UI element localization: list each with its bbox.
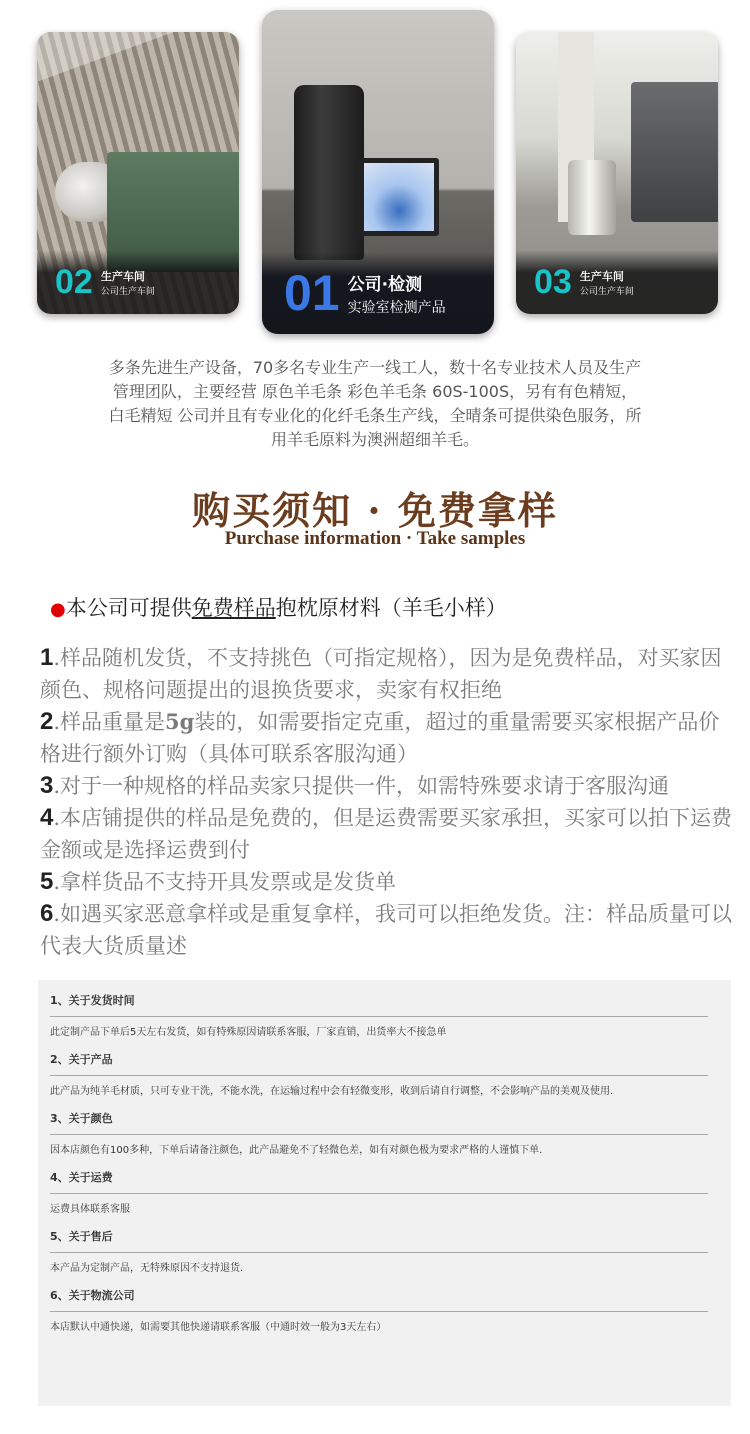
- note-section: [50, 1108, 719, 1167]
- note-title: 3、关于颜色: [50, 1108, 708, 1135]
- photo-caption: [516, 250, 718, 314]
- photo-lab-inspection-01: [262, 10, 494, 334]
- note-title: 1、关于发货时间: [50, 990, 708, 1017]
- note-body: 因本店颜色有100多种，下单后请备注颜色，此产品避免不了轻微色差，如有对颜色极为要求严格的人谨慎下单.: [50, 1145, 543, 1156]
- drum-shape: [568, 160, 616, 235]
- rule-text: .样品重量是: [53, 710, 166, 734]
- rule-number: 4: [40, 804, 54, 831]
- rule-text: .样品随机发货，不支持挑色（可指定规格），因为是免费样品，对买家因颜色、规格问题提出的退换货要求，卖家有权拒绝: [40, 646, 722, 702]
- note-section: [50, 1049, 719, 1108]
- note-body: 运费具体联系客服: [50, 1204, 130, 1215]
- rule-item: [40, 642, 740, 706]
- photo-label-title: 公司·检测: [347, 274, 423, 295]
- rule-item: [40, 802, 740, 866]
- rule-number: 3: [40, 772, 54, 799]
- photo-number: 03: [534, 263, 572, 301]
- photo-label-subtitle: 实验室检测产品: [347, 299, 446, 316]
- photo-caption: [37, 250, 239, 314]
- rule-text: .本店铺提供的样品是免费的，但是运费需要买家承担，买家可以拍下运费金额或是选择运费到付: [40, 806, 733, 862]
- rule-number: 2: [40, 708, 54, 735]
- red-bullet-icon: ●: [50, 599, 66, 620]
- rule-text: .对于一种规格的样品卖家只提供一件，如需特殊要求请于客服沟通: [53, 774, 670, 798]
- note-title: 4、关于运费: [50, 1167, 708, 1194]
- photo-label-title: 生产车间: [579, 269, 624, 283]
- photo-production-workshop-02: [37, 32, 239, 314]
- note-section: [50, 1226, 719, 1285]
- section-subheading: Purchase information · Take samples: [224, 528, 526, 549]
- sample-rules-list: [40, 642, 740, 962]
- rule-number: 5: [40, 868, 54, 895]
- company-intro-paragraph: 多条先进生产设备，70多名专业生产一线工人，数十名专业技术人员及生产管理团队，主要经营 原色羊毛条 彩色羊毛条 60S-100S，另有有色精短，白毛精短 公司并且有专业化的化纤毛条生产线，全晴条可提供染色服务，所用羊毛原料为澳洲超细羊毛。: [108, 358, 642, 449]
- microscope-shape: [294, 85, 364, 260]
- machine-shape: [631, 82, 718, 222]
- note-title: 5、关于售后: [50, 1226, 708, 1253]
- note-section: [50, 990, 719, 1049]
- rule-text: .拿样货品不支持开具发票或是发货单: [53, 870, 397, 894]
- photo-label-subtitle: 公司生产车间: [100, 286, 155, 297]
- photo-number: 02: [55, 263, 93, 301]
- note-body: 此产品为纯羊毛材质，只可专业干洗，不能水洗，在运输过程中会有轻微变形，收到后请自行调整，不会影响产品的美观及使用.: [50, 1086, 614, 1097]
- section-heading: 购买须知 · 免费拿样: [192, 488, 558, 533]
- rule-emphasis: 5g: [165, 709, 195, 734]
- monitor-shape: [359, 158, 439, 236]
- rule-item: [40, 898, 740, 962]
- purchase-notes-panel: [38, 980, 731, 1406]
- photo-production-workshop-03: [516, 32, 718, 314]
- rule-item: [40, 866, 740, 898]
- photo-label-subtitle: 公司生产车间: [579, 286, 634, 297]
- photo-caption: [262, 252, 494, 334]
- offer-suffix: 抱枕原材料（羊毛小样）: [275, 596, 507, 620]
- free-sample-offer: [50, 592, 507, 622]
- note-body: 本店默认中通快递，如需要其他快递请联系客服（中通时效一般为3天左右）: [50, 1322, 387, 1333]
- photo-label-title: 生产车间: [100, 269, 145, 283]
- offer-underlined: 免费样品: [191, 596, 276, 620]
- note-body: 本产品为定制产品，无特殊原因不支持退货.: [50, 1263, 244, 1274]
- note-title: 2、关于产品: [50, 1049, 708, 1076]
- rule-item: [40, 706, 740, 770]
- offer-prefix: 本公司可提供: [65, 596, 192, 620]
- rule-number: 1: [40, 644, 54, 671]
- note-section: [50, 1167, 719, 1226]
- rule-text: .如遇买家恶意拿样或是重复拿样，我司可以拒绝发货。注：样品质量可以代表大货质量述: [40, 902, 733, 958]
- rule-number: 6: [40, 900, 54, 927]
- note-title: 6、关于物流公司: [50, 1285, 708, 1312]
- rule-item: [40, 770, 740, 802]
- note-section: [50, 1285, 719, 1344]
- photo-number: 01: [284, 265, 340, 321]
- rule-text: 装的，如需要指定克重，超过的重量需要买家根据产品价格进行额外订购（具体可联系客服沟通）: [40, 710, 720, 766]
- note-body: 此定制产品下单后5天左右发货，如有特殊原因请联系客服，厂家直销，出货率大不接急单: [50, 1027, 447, 1038]
